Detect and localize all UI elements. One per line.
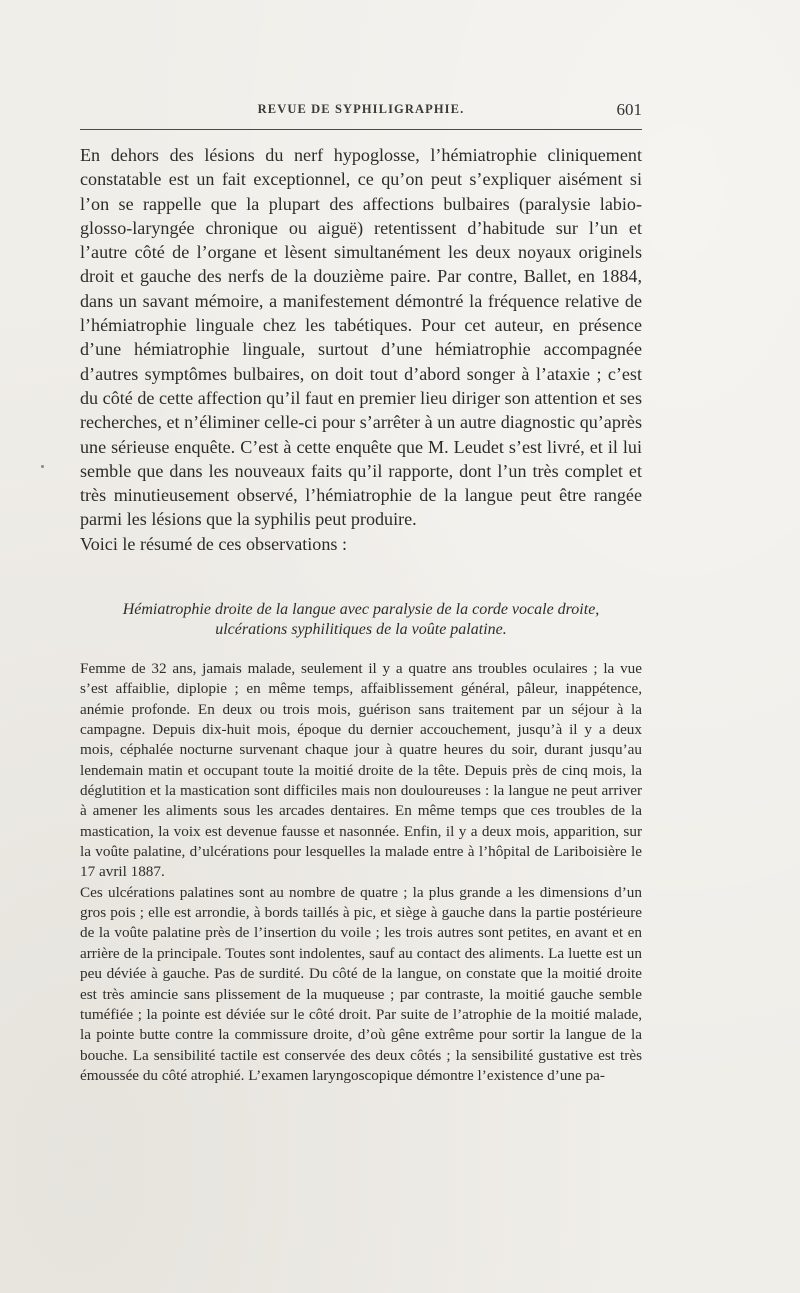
case-report	[80, 659, 642, 1086]
page-number: 601	[616, 100, 642, 119]
header-rule	[80, 129, 642, 130]
case-paragraph-1: Femme de 32 ans, jamais malade, seulement il y a quatre ans troubles oculaires ; la vue s’est affaiblie, diplopie ; en même temps, affaiblissement général, pâleur, inappétence, anémie profonde. En deux ou trois mois, guérison sans traitement par un séjour à la campagne. Depuis dix-huit mois, époque du dernier accouchement, jusqu’à il y a deux mois, céphalée nocturne survenant chaque jour à quatre heures du soir, durant jusqu’au lendemain matin et occupant toute la moitié droite de la tête. Depuis près de cinq mois, la déglutition et la mastication sont difficiles mais non douloureuses : la langue ne peut arriver à amener les aliments sous les arcades dentaires. En même temps que ces troubles de la mastication, la voix est devenue fausse et nasonnée. Enfin, il y a deux mois, apparition, sur la voûte palatine, d’ulcérations pour lesquelles la malade entre à l’hôpital de Lariboisière le 17 avril 1887.	[80, 660, 642, 881]
case-title-line-2: ulcérations syphilitiques de la voûte palatine.	[215, 621, 507, 638]
case-title-line-1: Hémiatrophie droite de la langue avec paralysie de la corde vocale droite,	[122, 601, 600, 618]
main-text	[80, 143, 642, 556]
running-title: REVUE DE SYPHILIGRAPHIE.	[257, 102, 465, 116]
case-title	[80, 600, 642, 640]
page-header	[80, 100, 642, 122]
scan-speck	[41, 465, 44, 468]
paragraph-2: Voici le résumé de ces observations :	[80, 533, 347, 554]
case-paragraph-2: Ces ulcérations palatines sont au nombre de quatre ; la plus grande a les dimensions d’un gros pois ; elle est arrondie, à bords taillés à pic, et siège à gauche dans la partie postérieure de la voûte palatine près de l’insertion du voile ; les trois autres sont petites, en avant et en arrière de la principale. Toutes sont indolentes, sauf au contact des aliments. La luette est un peu déviée à gauche. Pas de surdité. Du côté de la langue, on constate que la moitié droite est très amincie sans plissement de la muqueuse ; par contraste, la moitié gauche semble tuméfiée ; la pointe est déviée sur le côté droit. Par suite de l’atrophie de la moitié malade, la pointe butte contre la commissure droite, d’où gêne extrême pour sortir la langue de la bouche. La sensibilité tactile est conservée des deux côtés ; la sensibilité gustative est très émoussée du côté atrophié. L’examen laryngoscopique démontre l’existence d’une pa-	[80, 883, 642, 1084]
paragraph-1: En dehors des lésions du nerf hypoglosse, l’hémiatrophie cliniquement constatable est un fait exceptionnel, ce qu’on peut s’expliquer aisément si l’on se rappelle que la plupart des affections bulbaires (paralysie labio-glosso-laryngée chronique ou aiguë) retentissent d’habitude sur l’un et l’autre côté de l’organe et lèsent simultanément les deux noyaux originels droit et gauche des nerfs de la douzième paire. Par contre, Ballet, en 1884, dans un savant mémoire, a manifestement démontré la fréquence relative de l’hémiatrophie linguale chez les tabétiques. Pour cet auteur, en présence d’une hémiatrophie linguale, surtout d’une hémiatrophie accompagnée d’autres symptômes bulbaires, on doit tout d’abord songer à l’ataxie ; c’est du côté de cette affection qu’il faut en premier lieu diriger son attention et ses recherches, et n’éliminer celle-ci pour s’arrêter à un autre diagnostic qu’après une sérieuse enquête. C’est à cette enquête que M. Leudet s’est livré, et il lui semble que dans les nouveaux faits qu’il rapporte, dont l’un très complet et très minutieusement observé, l’hémiatrophie de la langue peut être rangée parmi les lésions que la syphilis peut produire.	[80, 145, 642, 530]
